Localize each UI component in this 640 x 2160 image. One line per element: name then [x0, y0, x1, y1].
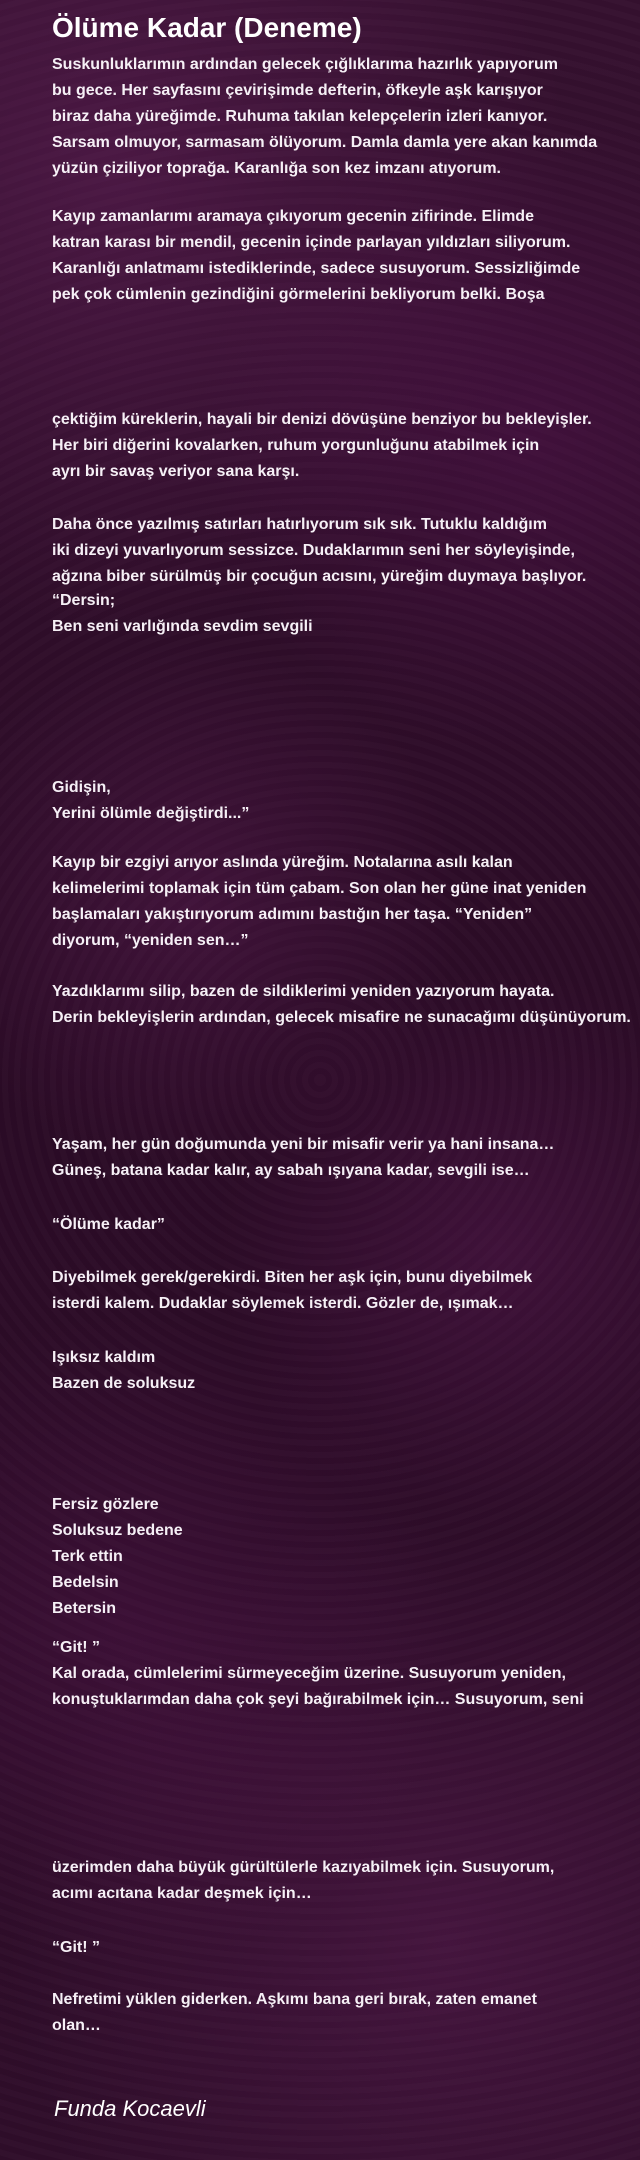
- poem-line: Karanlığı anlatmamı istediklerinde, sadece susuyorum. Sessizliğimde: [52, 260, 581, 277]
- poem-stanza: [52, 1132, 630, 1184]
- poem-stanza: [52, 1935, 630, 1961]
- poem-stanza: [52, 407, 630, 485]
- poem-line: diyorum, “yeniden sen…”: [52, 932, 249, 949]
- poem-stanza: [52, 1492, 630, 1622]
- poem-line: biraz daha yüreğimde. Ruhuma takılan kelepçelerin izleri kanıyor.: [52, 108, 548, 125]
- poem-line: katran karası bir mendil, gecenin içinde parlayan yıldızları siliyorum.: [52, 234, 571, 251]
- poem-line: Terk ettin: [52, 1548, 123, 1565]
- poem-line: Kayıp bir ezgiyi arıyor aslında yüreğim. Notalarına asılı kalan: [52, 854, 513, 871]
- poem-line: ayrı bir savaş veriyor sana karşı.: [52, 463, 300, 480]
- poem-line: Gidişin,: [52, 779, 111, 796]
- poem-line: Kal orada, cümlelerimi sürmeyeceğim üzerine. Susuyorum yeniden,: [52, 1665, 566, 1682]
- poem-stanza: [52, 1855, 630, 1907]
- poem-line: yüzün çiziliyor toprağa. Karanlığa son kez imzanı atıyorum.: [52, 160, 501, 177]
- poem-line: bu gece. Her sayfasını çevirişimde defterin, öfkeyle aşk karışıyor: [52, 82, 543, 99]
- poem-stanza: [52, 512, 630, 590]
- page-title: Ölüme Kadar (Deneme): [52, 12, 362, 43]
- poem-line: Fersiz gözlere: [52, 1496, 159, 1513]
- poem-line: Kayıp zamanlarımı aramaya çıkıyorum gecenin zifirinde. Elimde: [52, 208, 534, 225]
- poem-line: Ben seni varlığında sevdim sevgili: [52, 618, 313, 635]
- poem-line: Derin bekleyişlerin ardından, gelecek misafire ne sunacağımı düşünüyorum.: [52, 1009, 631, 1026]
- poem-stanza: [52, 204, 630, 308]
- poem-line: ağzına biber sürülmüş bir çocuğun acısını, yüreğim duymaya başlıyor.: [52, 568, 587, 585]
- poem-line: Soluksuz bedene: [52, 1522, 183, 1539]
- poem-stanza: [52, 1265, 630, 1317]
- poem-line: Daha önce yazılmış satırları hatırlıyorum sık sık. Tutuklu kaldığım: [52, 516, 547, 533]
- poem-line: Betersin: [52, 1600, 117, 1617]
- poem-line: üzerimden daha büyük gürültülerle kazıyabilmek için. Susuyorum,: [52, 1859, 555, 1876]
- poem-line: Işıksız kaldım: [52, 1349, 156, 1366]
- poem-line: Yaşam, her gün doğumunda yeni bir misafir verir ya hani insana…: [52, 1136, 555, 1153]
- poem-line: Yerini ölümle değiştirdi...”: [52, 805, 250, 822]
- poem-line: “Git! ”: [52, 1639, 100, 1656]
- poem-line: “Ölüme kadar”: [52, 1216, 165, 1233]
- poem-line: Bedelsin: [52, 1574, 119, 1591]
- poem-line: Sarsam olmuyor, sarmasam ölüyorum. Damla damla yere akan kanımda: [52, 134, 598, 151]
- poem-line: Nefretimi yüklen giderken. Aşkımı bana geri bırak, zaten emanet: [52, 1991, 537, 2008]
- poem-stanza: [52, 850, 630, 954]
- poem-stanza: [52, 1987, 630, 2039]
- poem-line: başlamaları yakıştırıyorum adımını bastığın her taşa. “Yeniden”: [52, 906, 533, 923]
- poem-line: “Git! ”: [52, 1939, 100, 1956]
- poem-line: iki dizeyi yuvarlıyorum sessizce. Dudaklarımın seni her söyleyişinde,: [52, 542, 575, 559]
- poem-stanza: [52, 52, 630, 182]
- author-name: Funda Kocaevli: [54, 2096, 206, 2121]
- poem-line: isterdi kalem. Dudaklar söylemek isterdi. Gözler de, ışımak…: [52, 1295, 514, 1312]
- poem-stanza: [52, 1212, 630, 1238]
- poem-line: Suskunluklarımın ardından gelecek çığlıklarıma hazırlık yapıyorum: [52, 56, 558, 73]
- poem-line: olan…: [52, 2017, 101, 2034]
- poem-line: Güneş, batana kadar kalır, ay sabah ışıyana kadar, sevgili ise…: [52, 1162, 530, 1179]
- poem-line: “Dersin;: [52, 592, 116, 609]
- poem-line: Yazdıklarımı silip, bazen de sildiklerimi yeniden yazıyorum hayata.: [52, 983, 555, 1000]
- poem-stanza: [52, 588, 630, 640]
- poem-line: Bazen de soluksuz: [52, 1375, 196, 1392]
- poem-line: konuştuklarımdan daha çok şeyi bağırabilmek için… Susuyorum, seni: [52, 1691, 584, 1708]
- poem-stanza: [52, 1345, 630, 1397]
- poem-line: çektiğim küreklerin, hayali bir denizi dövüşüne benziyor bu bekleyişler.: [52, 411, 592, 428]
- poem-line: Her biri diğerini kovalarken, ruhum yorgunluğunu atabilmek için: [52, 437, 540, 454]
- poem-line: pek çok cümlenin gezindiğini görmelerini bekliyorum belki. Boşa: [52, 286, 545, 303]
- poem-line: kelimelerimi toplamak için tüm çabam. Son olan her güne inat yeniden: [52, 880, 587, 897]
- poem-stanza: [52, 775, 630, 827]
- poem-line: Diyebilmek gerek/gerekirdi. Biten her aşk için, bunu diyebilmek: [52, 1269, 533, 1286]
- poem-stanza: [52, 979, 630, 1031]
- poem-stanza: [52, 1635, 630, 1713]
- poem-line: acımı acıtana kadar deşmek için…: [52, 1885, 312, 1902]
